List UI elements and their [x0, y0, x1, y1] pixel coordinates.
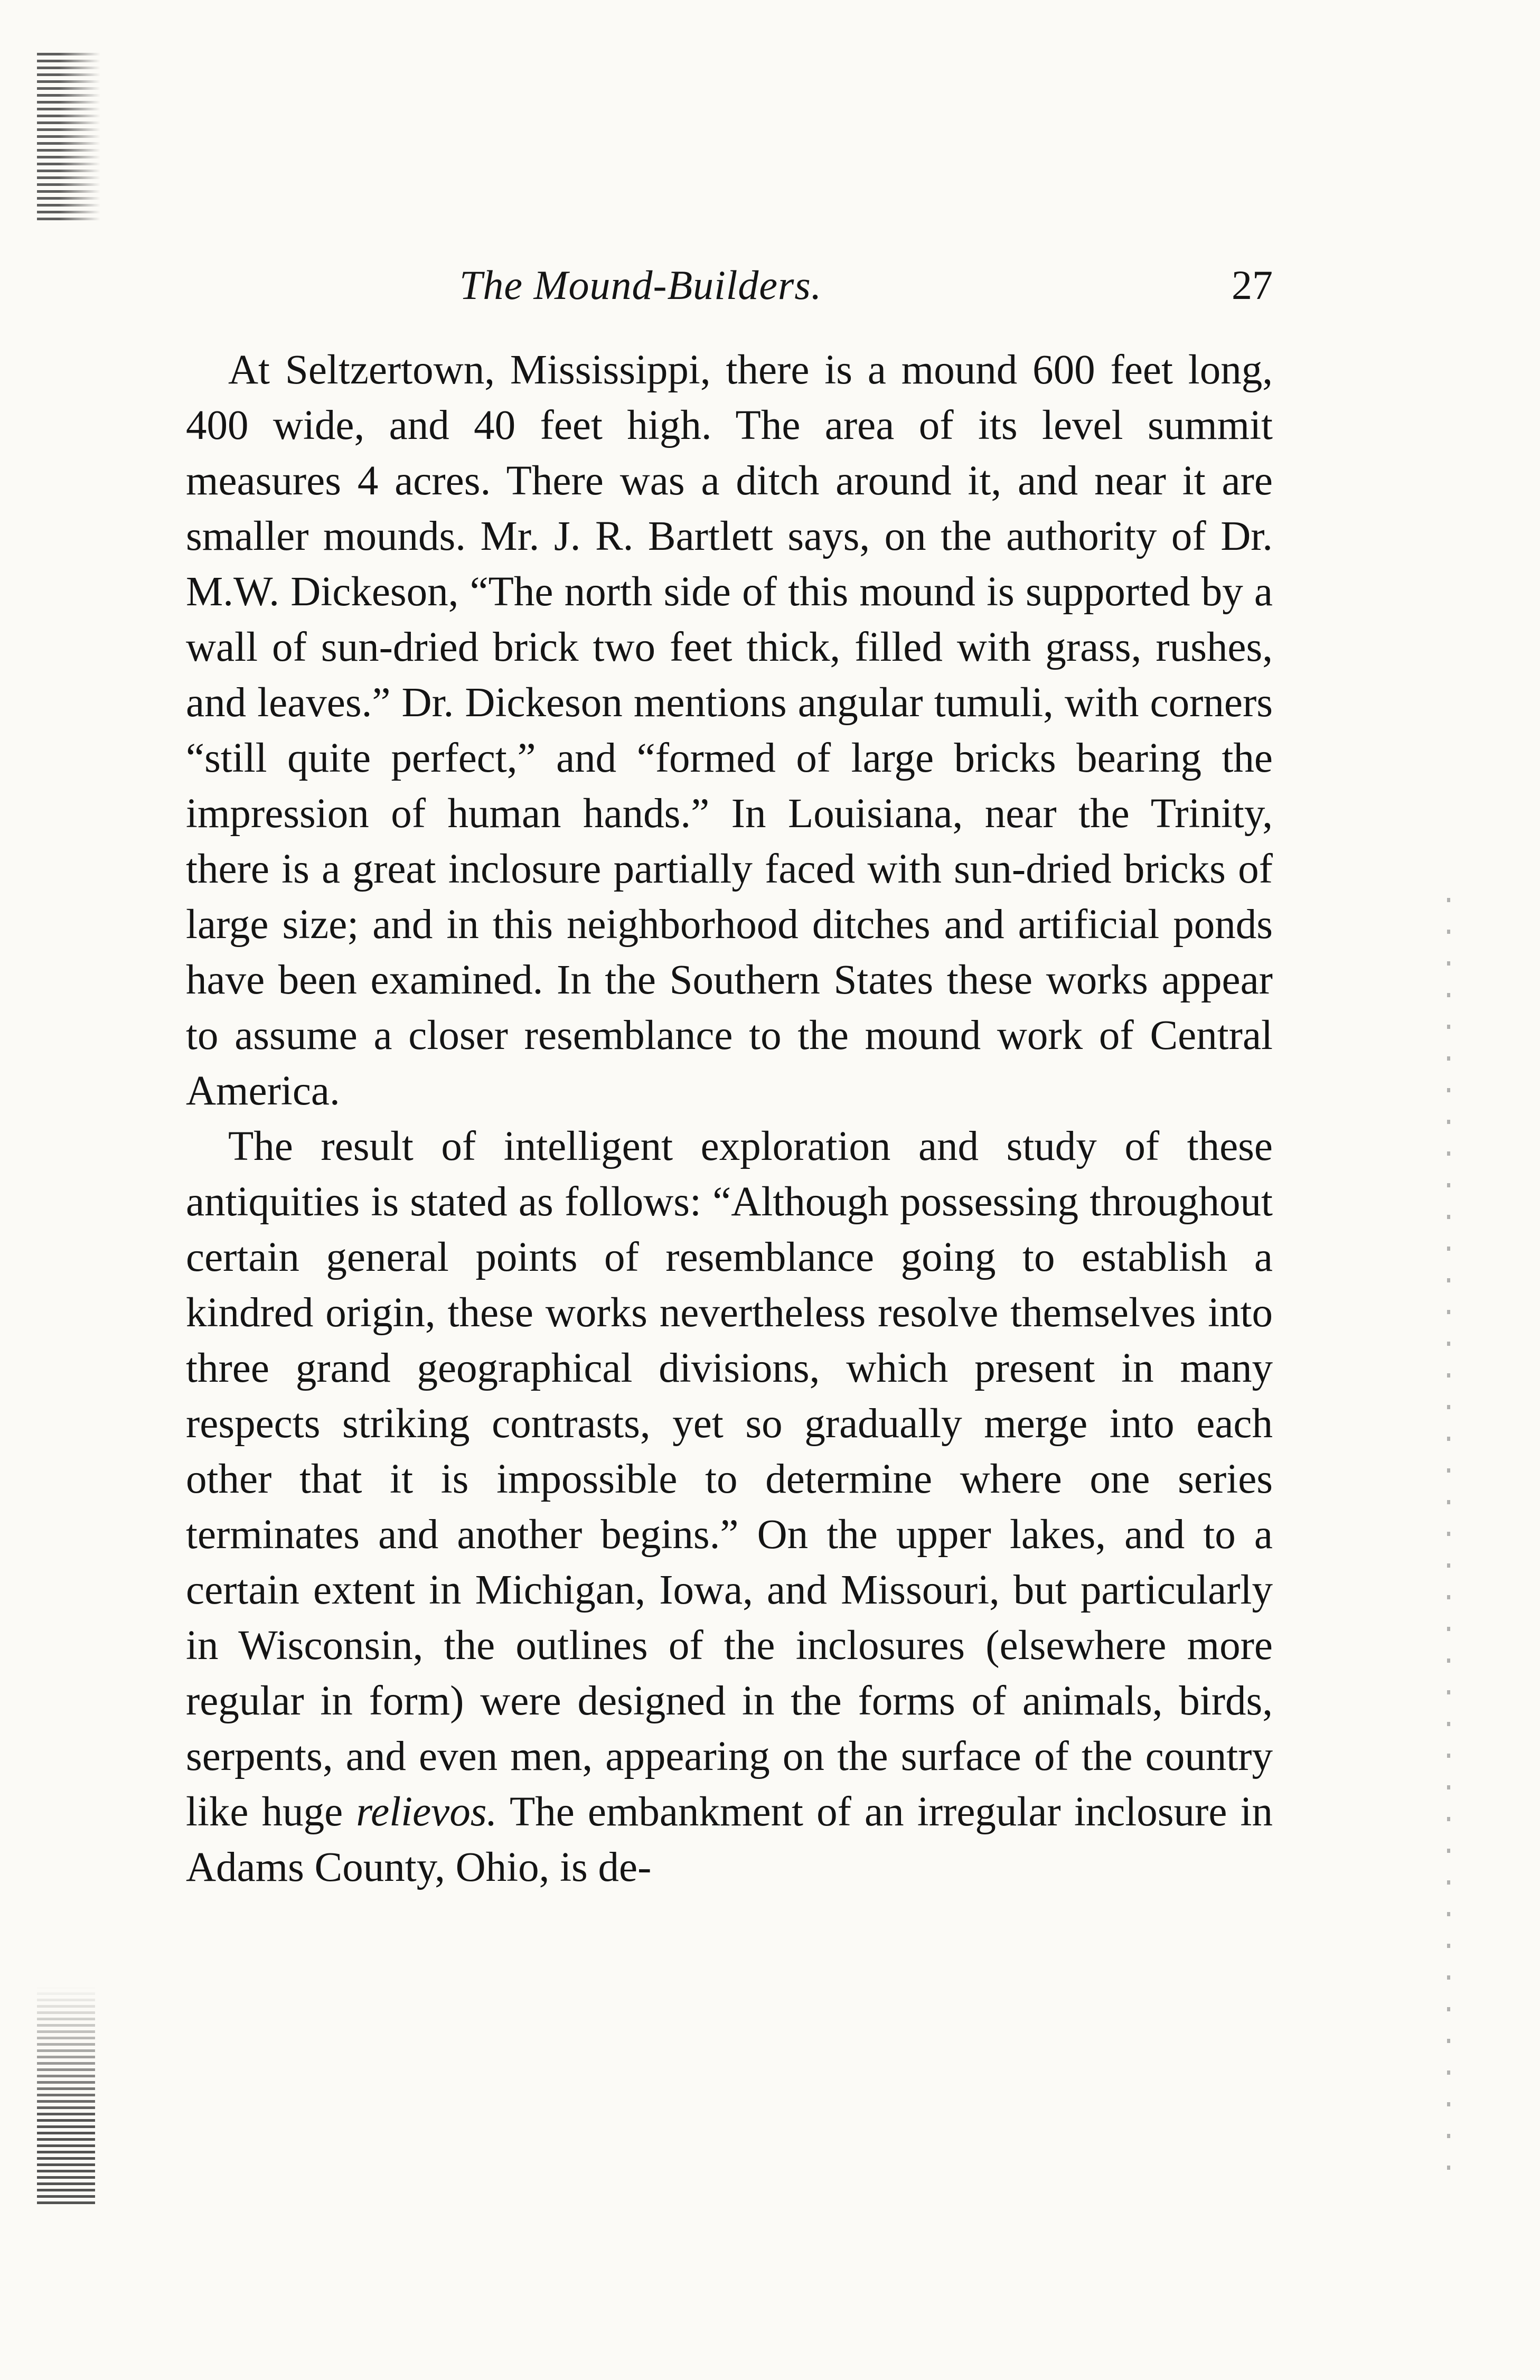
body-text: [186, 342, 1273, 1895]
scan-edge-marks: [1447, 898, 1450, 2192]
page-number: 27: [1232, 262, 1273, 308]
paragraph: [186, 1119, 1273, 1895]
scan-binding-shadow: [37, 53, 100, 222]
running-head-title: The Mound-Builders.: [459, 262, 822, 308]
running-head: [185, 261, 1273, 320]
paragraph-text: The embankment of an irregular inclosure in Adams County, Ohio, is de-: [186, 1789, 1273, 1890]
scan-binding-shadow: [37, 1986, 95, 2208]
paragraph: At Seltzertown, Mississippi, there is a mound 600 feet long, 400 wide, and 40 feet high. The area of its level summit measures 4 acres. There was a ditch around it, and near it are smaller mounds. Mr. J. R. Bartlett says, on the authority of Dr. M.W. Dickeson, “The north side of this mound is supported by a wall of sun-dried brick two feet thick, filled with grass, rushes, and leaves.” Dr. Dickeson mentions angular tumuli, with corners “still quite perfect,” and “formed of large bricks bearing the impression of human hands.” In Louisiana, near the Trinity, there is a great inclosure partially faced with sun-dried bricks of large size; and in this neighborhood ditches and artificial ponds have been examined. In the Southern States these works appear to assume a closer resemblance to the mound work of Central America.: [186, 347, 1273, 1114]
italic-term: relievos.: [356, 1789, 497, 1835]
paragraph-text: The result of intelligent exploration and study of these antiquities is stated as follows: “Although possessing throughout certain general points of resemblance going to establish a kindred origin, these works nevertheless resolve themselves into three grand geographical divisions, which present in many respects striking contrasts, yet so gradually merge into each other that it is impossible to determine where one series terminates and another begins.” On the upper lakes, and to a certain extent in Michigan, Iowa, and Missouri, but particularly in Wisconsin, the outlines of the inclosures (elsewhere more regular in form) were designed in the forms of animals, birds, serpents, and even men, appearing on the surface of the country like huge: [186, 1123, 1273, 1835]
